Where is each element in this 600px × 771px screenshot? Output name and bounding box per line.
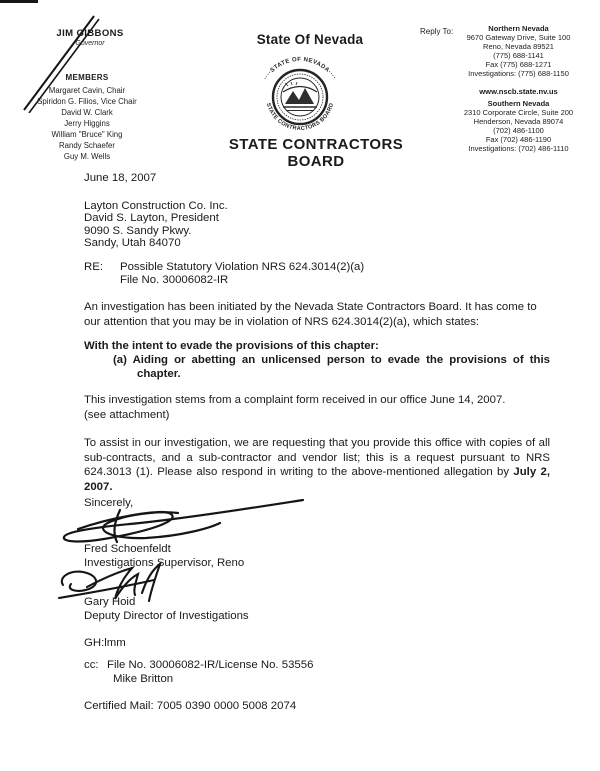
letter-date: June 18, 2007	[84, 172, 157, 184]
website-url: www.nscb.state.nv.us	[479, 87, 558, 96]
member-name: Jerry Higgins	[64, 119, 110, 128]
paragraph-line: (see attachment)	[84, 408, 170, 421]
address-line: Investigations: (702) 486-1110	[468, 144, 569, 153]
certified-mail-number: Certified Mail: 7005 0390 0000 5008 2074	[84, 700, 297, 712]
cc-content	[107, 659, 313, 687]
office-name: Northern Nevada	[488, 24, 549, 33]
signer-name: Fred Schoenfeldt	[84, 543, 171, 555]
statute-quote-heading: With the intent to evade the provisions of this chapter:	[84, 340, 379, 352]
state-title: State Of Nevada	[256, 32, 364, 47]
cc-line: File No. 30006082-IR/License No. 53556	[107, 659, 314, 671]
recipient-address-block	[84, 200, 550, 249]
re-subject: Possible Statutory Violation NRS 624.3014(2)(a)	[120, 261, 365, 273]
governor-block	[25, 28, 155, 47]
recipient-line: 9090 S. Sandy Pkwy.	[84, 224, 192, 237]
office-name: Southern Nevada	[487, 99, 550, 108]
signature-gary-hoid	[56, 562, 186, 608]
nevada-state-seal-icon	[252, 55, 348, 141]
paragraph-investigation-initiated: An investigation has been initiated by the Nevada State Contractors Board. It has come to our attention that you may be in violation of NRS 624.3014(2)(a), which states:	[84, 301, 537, 329]
reply-to-label: Reply To:	[420, 27, 454, 36]
signature-fred-schoenfeldt	[58, 494, 308, 552]
reference-initials: GH:lmm	[84, 637, 126, 649]
member-name: Spiridon G. Filios, Vice Chair	[37, 97, 137, 106]
signer-name: Gary Hoid	[84, 596, 136, 608]
members-heading: MEMBERS	[65, 73, 109, 82]
address-line: 9670 Gateway Drive, Suite 100	[466, 33, 571, 42]
member-name: Guy M. Wells	[63, 152, 111, 161]
cc-block	[84, 659, 550, 687]
paragraph-line: This investigation stems from a complaint form received in our office June 14, 2007.	[84, 394, 506, 406]
re-label: RE:	[84, 261, 103, 273]
recipient-line: Layton Construction Co. Inc.	[84, 200, 228, 212]
cc-line: Mike Britton	[113, 672, 174, 685]
address-line: (775) 688-1141	[493, 51, 544, 60]
scan-artifact-line	[0, 0, 38, 3]
board-title: STATE CONTRACTORS BOARD	[228, 136, 404, 170]
re-file-number: File No. 30006082-IR	[120, 274, 229, 287]
recipient-line: Sandy, Utah 84070	[84, 236, 181, 249]
northern-office-address	[442, 24, 595, 78]
closing-salutation: Sincerely,	[84, 497, 134, 509]
address-line: Fax (702) 486-1190	[485, 135, 552, 144]
member-name: Margaret Cavin, Chair	[48, 86, 126, 95]
governor-name: JIM GIBBONS	[56, 28, 124, 39]
member-name: Randy Schaefer	[59, 141, 115, 150]
address-line: (702) 486-1100	[493, 126, 544, 135]
recipient-line: David S. Layton, President	[84, 212, 219, 225]
address-line: Reno, Nevada 89521	[483, 42, 554, 51]
southern-office-address	[442, 99, 595, 153]
subject-block	[84, 261, 550, 288]
address-line: Investigations: (775) 688-1150	[468, 69, 569, 78]
signer-title: Deputy Director of Investigations	[84, 609, 249, 622]
address-line: Fax (775) 688-1271	[485, 60, 552, 69]
seal-top-text: ····STATE OF NEVADA····	[263, 56, 337, 82]
board-members-list	[18, 73, 156, 162]
paragraph-complaint-source	[84, 393, 550, 422]
re-content	[120, 261, 364, 288]
response-deadline: July 2, 2007.	[84, 466, 550, 493]
seal-bottom-text: STATE CONTRACTORS BOARD	[264, 102, 336, 133]
paragraph-request-documents	[84, 436, 550, 494]
governor-title: Governor	[75, 40, 105, 47]
cc-label: cc:	[84, 659, 99, 671]
address-line: Henderson, Nevada 89074	[473, 117, 564, 126]
statute-quote-subsection: (a) Aiding or abetting an unlicensed person to evade the provisions of this chapter.	[113, 354, 550, 380]
address-line: 2310 Corporate Circle, Suite 200	[463, 108, 574, 117]
member-name: William "Bruce" King	[51, 130, 123, 139]
signer-title: Investigations Supervisor, Reno	[84, 556, 245, 569]
request-text: To assist in our investigation, we are requesting that you provide this office with copies of all sub-contracts, and a sub-contractor and vendor list; this is a request pursuant to NRS 624.3013 (1). Please also respond in writing to the above-mentioned allegation by	[84, 437, 550, 479]
member-name: David W. Clark	[61, 108, 113, 117]
